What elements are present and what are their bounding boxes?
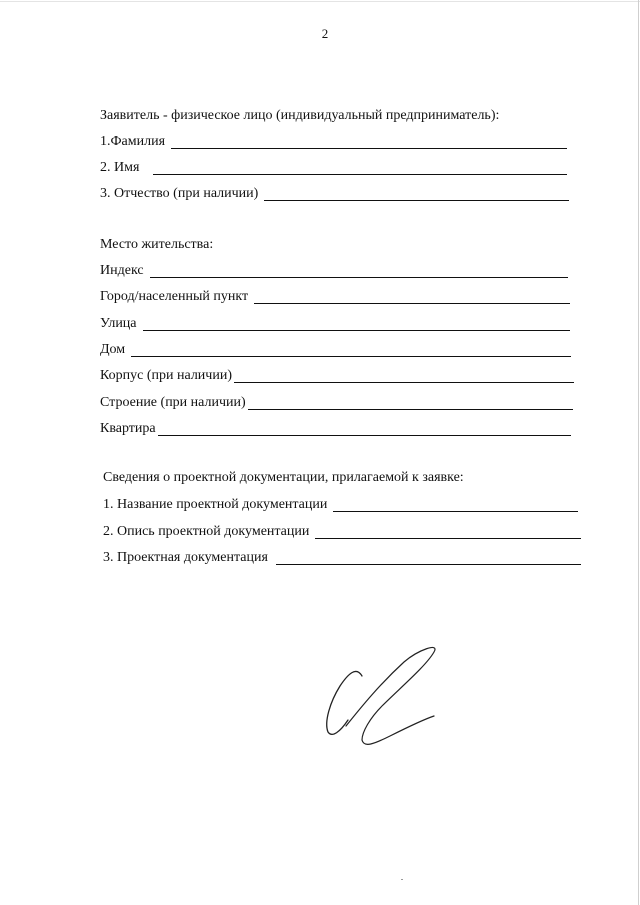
first-name-field[interactable]: [153, 161, 567, 175]
signature-stroke-first: [327, 671, 362, 734]
surname-field[interactable]: [171, 135, 567, 149]
structure-label: Строение (при наличии): [100, 395, 246, 410]
first-name-label: 2. Имя: [100, 160, 140, 175]
house-field[interactable]: [131, 343, 571, 357]
patronymic-row: [100, 186, 569, 202]
doc-inventory-label: 2. Опись проектной документации: [103, 524, 310, 539]
house-label: Дом: [100, 342, 126, 357]
postal-code-field[interactable]: [150, 264, 568, 278]
building-block-field[interactable]: [234, 369, 574, 383]
documentation-heading: Сведения о проектной документации, прилагаемой к заявке:: [103, 470, 464, 485]
structure-field[interactable]: [248, 396, 573, 410]
doc-inventory-row: [103, 524, 581, 540]
apartment-row: [100, 421, 571, 437]
city-label: Город/населенный пункт: [100, 289, 249, 304]
building-block-label: Корпус (при наличии): [100, 368, 232, 383]
page-number: 2: [321, 26, 329, 41]
structure-row: [100, 395, 573, 411]
surname-row: [100, 134, 567, 150]
patronymic-field[interactable]: [264, 187, 569, 201]
signature-stroke-second: [346, 647, 435, 744]
postal-code-row: [100, 263, 568, 279]
apartment-field[interactable]: [158, 422, 571, 436]
handwritten-signature-icon: [318, 640, 448, 755]
house-row: [100, 342, 571, 358]
page-edge-top: [0, 1, 640, 2]
patronymic-label: 3. Отчество (при наличии): [100, 186, 259, 201]
doc-name-row: [103, 497, 578, 513]
project-doc-label: 3. Проектная документация: [103, 550, 268, 565]
page-edge-right: [638, 0, 639, 905]
doc-inventory-field[interactable]: [315, 525, 581, 539]
surname-label: 1.Фамилия: [100, 134, 166, 149]
apartment-label: Квартира: [100, 421, 156, 436]
applicant-heading: Заявитель - физическое лицо (индивидуальный предприниматель):: [100, 108, 500, 123]
street-field[interactable]: [143, 317, 570, 331]
first-name-row: [100, 160, 567, 176]
street-label: Улица: [100, 316, 137, 331]
building-block-row: [100, 368, 574, 384]
postal-code-label: Индекс: [100, 263, 144, 278]
street-row: [100, 316, 570, 332]
project-doc-field[interactable]: [276, 551, 581, 565]
city-row: [100, 289, 570, 305]
city-field[interactable]: [254, 290, 570, 304]
doc-name-label: 1. Название проектной документации: [103, 497, 328, 512]
scan-speck: [401, 879, 403, 880]
project-doc-row: [103, 550, 581, 566]
residence-heading: Место жительства:: [100, 237, 214, 252]
doc-name-field[interactable]: [333, 498, 578, 512]
